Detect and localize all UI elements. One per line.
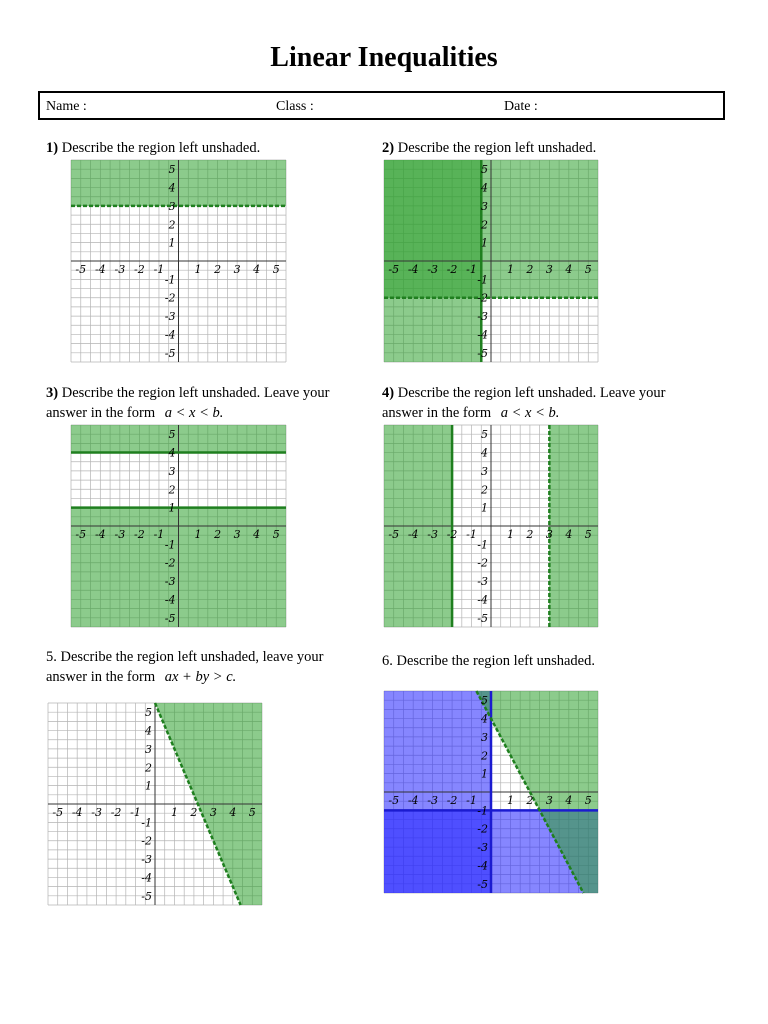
y-tick-label: 3 [145, 742, 152, 756]
x-tick-label: -3 [114, 263, 126, 276]
graph-5 [48, 703, 262, 905]
x-tick-label: 3 [545, 794, 553, 807]
x-tick-label: -1 [466, 794, 477, 807]
answer-form: a < x < b. [500, 405, 560, 421]
x-tick-label: 2 [526, 263, 534, 276]
x-tick-label: -2 [134, 263, 145, 276]
y-tick-label: -4 [141, 871, 152, 885]
y-tick-label: 5 [481, 163, 488, 177]
problem-5-text [46, 647, 323, 687]
x-tick-label: -2 [446, 263, 458, 276]
y-tick-label: -2 [164, 556, 176, 570]
x-tick-label: -3 [427, 794, 438, 807]
problem-2-text [382, 138, 596, 158]
y-tick-label: 4 [481, 181, 488, 195]
y-tick-label: 3 [481, 730, 488, 744]
graph-4 [384, 425, 598, 627]
x-tick-label: 1 [506, 263, 514, 276]
problem-line: Describe the region left unshaded. Leave your [397, 385, 666, 401]
y-tick-label: 5 [145, 706, 152, 720]
y-tick-label: 4 [168, 181, 176, 195]
y-tick-label: -1 [164, 273, 176, 287]
graph-3 [71, 425, 286, 627]
y-tick-label: 5 [168, 163, 176, 177]
x-tick-label: 5 [272, 528, 280, 541]
student-info-box [38, 91, 725, 120]
x-tick-label: 2 [214, 263, 222, 276]
y-tick-label: -5 [164, 346, 176, 360]
y-tick-label: 4 [481, 712, 488, 726]
problem-number: 3) [46, 385, 59, 401]
x-tick-label: 3 [233, 263, 241, 276]
y-tick-label: -4 [477, 593, 488, 607]
problem-line-2: answer in the form [46, 405, 156, 421]
x-tick-label: 2 [526, 794, 534, 807]
y-tick-label: -1 [477, 273, 488, 287]
x-tick-label: 2 [526, 528, 534, 541]
x-tick-label: 2 [214, 528, 222, 541]
x-tick-label: 1 [194, 263, 202, 276]
x-tick-label: -3 [427, 528, 438, 541]
date-label[interactable]: Date : [504, 99, 538, 114]
x-tick-label: -1 [466, 263, 477, 276]
x-tick-label: -1 [466, 528, 477, 541]
x-tick-label: 2 [190, 806, 198, 819]
y-tick-label: 5 [168, 428, 176, 442]
x-tick-label: 3 [545, 263, 553, 276]
problem-line-2: answer in the form [382, 405, 492, 421]
y-tick-label: 2 [145, 761, 152, 775]
y-tick-label: -1 [164, 538, 176, 552]
y-tick-label: -2 [164, 291, 176, 305]
y-tick-label: -3 [164, 310, 176, 324]
y-tick-label: 1 [168, 501, 176, 515]
graph-2 [384, 160, 598, 362]
x-tick-label: 5 [584, 528, 592, 541]
x-tick-label: -1 [153, 263, 165, 276]
graph-1 [71, 160, 286, 362]
x-tick-label: 1 [194, 528, 202, 541]
x-tick-label: 4 [565, 528, 573, 541]
problem-number: 6. [382, 653, 393, 669]
x-tick-label: 5 [272, 263, 280, 276]
class-label[interactable]: Class : [276, 99, 314, 114]
x-tick-label: -5 [388, 263, 400, 276]
y-tick-label: -4 [477, 859, 488, 873]
y-tick-label: 2 [168, 218, 176, 232]
x-tick-label: -5 [388, 528, 400, 541]
y-tick-label: -5 [477, 346, 488, 360]
x-tick-label: -3 [91, 806, 102, 819]
problem-4-text [382, 383, 665, 423]
y-tick-label: -4 [164, 593, 176, 607]
problem-6-text [382, 651, 595, 671]
x-tick-label: -5 [388, 794, 400, 807]
y-tick-label: -4 [477, 328, 488, 342]
x-tick-label: -3 [114, 528, 126, 541]
x-tick-label: 1 [506, 528, 514, 541]
x-tick-label: -4 [94, 263, 106, 276]
y-tick-label: 4 [145, 724, 152, 738]
x-tick-label: -4 [94, 528, 106, 541]
graph-6 [384, 691, 598, 893]
y-tick-label: 3 [481, 464, 488, 478]
y-tick-label: 2 [481, 483, 488, 497]
x-tick-label: -4 [407, 528, 419, 541]
x-tick-label: 4 [565, 794, 573, 807]
x-tick-label: -5 [75, 263, 87, 276]
y-tick-label: 3 [168, 199, 176, 213]
x-tick-label: -2 [446, 794, 458, 807]
y-tick-label: -3 [141, 853, 152, 867]
problem-number: 2) [382, 140, 395, 156]
x-tick-label: 5 [584, 794, 592, 807]
problem-line: Describe the region left unshaded. [61, 140, 261, 156]
problem-3-text [46, 383, 329, 423]
x-tick-label: -3 [427, 263, 438, 276]
x-tick-label: -4 [407, 263, 419, 276]
y-tick-label: 4 [168, 446, 176, 460]
y-tick-label: -4 [164, 328, 176, 342]
y-tick-label: -5 [164, 611, 176, 625]
y-tick-label: 1 [481, 501, 488, 515]
y-tick-label: 3 [168, 464, 176, 478]
y-tick-label: 2 [481, 749, 488, 763]
problem-number: 5. [46, 649, 57, 665]
y-tick-label: 1 [168, 236, 176, 250]
problem-number: 1) [46, 140, 59, 156]
y-tick-label: 1 [145, 779, 152, 793]
x-tick-label: -1 [130, 806, 141, 819]
y-tick-label: 3 [481, 199, 488, 213]
y-tick-label: -5 [141, 889, 152, 903]
x-tick-label: 4 [229, 806, 237, 819]
y-tick-label: 5 [481, 694, 488, 708]
x-tick-label: -4 [407, 794, 419, 807]
y-tick-label: -2 [477, 556, 488, 570]
y-tick-label: -3 [477, 310, 488, 324]
problem-line: Describe the region left unshaded. Leave your [61, 385, 330, 401]
x-tick-label: -4 [71, 806, 83, 819]
answer-form: a < x < b. [164, 405, 224, 421]
y-tick-label: -2 [141, 834, 152, 848]
x-tick-label: 4 [565, 263, 573, 276]
problem-1-text [46, 138, 260, 158]
problem-line: Describe the region left unshaded. [396, 653, 595, 669]
problem-line: Describe the region left unshaded, leave your [60, 649, 324, 665]
problem-line: Describe the region left unshaded. [397, 140, 597, 156]
x-tick-label: 1 [170, 806, 178, 819]
x-tick-label: -2 [134, 528, 145, 541]
x-tick-label: -2 [110, 806, 122, 819]
problem-number: 4) [382, 385, 395, 401]
y-tick-label: 4 [481, 446, 488, 460]
y-tick-label: -5 [477, 611, 488, 625]
y-tick-label: -3 [477, 841, 488, 855]
y-tick-label: -1 [477, 804, 488, 818]
x-tick-label: 3 [233, 528, 241, 541]
x-tick-label: -5 [52, 806, 64, 819]
y-tick-label: -3 [477, 575, 488, 589]
y-tick-label: 1 [481, 236, 488, 250]
x-tick-label: 1 [506, 794, 514, 807]
x-tick-label: -2 [446, 528, 458, 541]
y-tick-label: 2 [168, 483, 176, 497]
y-tick-label: -2 [477, 291, 488, 305]
y-tick-label: -2 [477, 822, 488, 836]
y-tick-label: 1 [481, 767, 488, 781]
x-tick-label: 4 [253, 263, 261, 276]
x-tick-label: 5 [248, 806, 256, 819]
x-tick-label: 5 [584, 263, 592, 276]
y-tick-label: -5 [477, 877, 488, 891]
x-tick-label: 4 [253, 528, 261, 541]
x-tick-label: 3 [545, 528, 553, 541]
worksheet-title: Linear Inequalities [270, 42, 498, 73]
x-tick-label: 3 [209, 806, 217, 819]
y-tick-label: 2 [481, 218, 488, 232]
y-tick-label: -1 [141, 816, 152, 830]
x-tick-label: -1 [153, 528, 165, 541]
y-tick-label: -3 [164, 575, 176, 589]
problem-line-2: answer in the form [46, 669, 156, 685]
answer-form: ax + by > c. [164, 669, 237, 685]
y-tick-label: -1 [477, 538, 488, 552]
x-tick-label: -5 [75, 528, 87, 541]
name-label[interactable]: Name : [46, 99, 87, 114]
y-tick-label: 5 [481, 428, 488, 442]
